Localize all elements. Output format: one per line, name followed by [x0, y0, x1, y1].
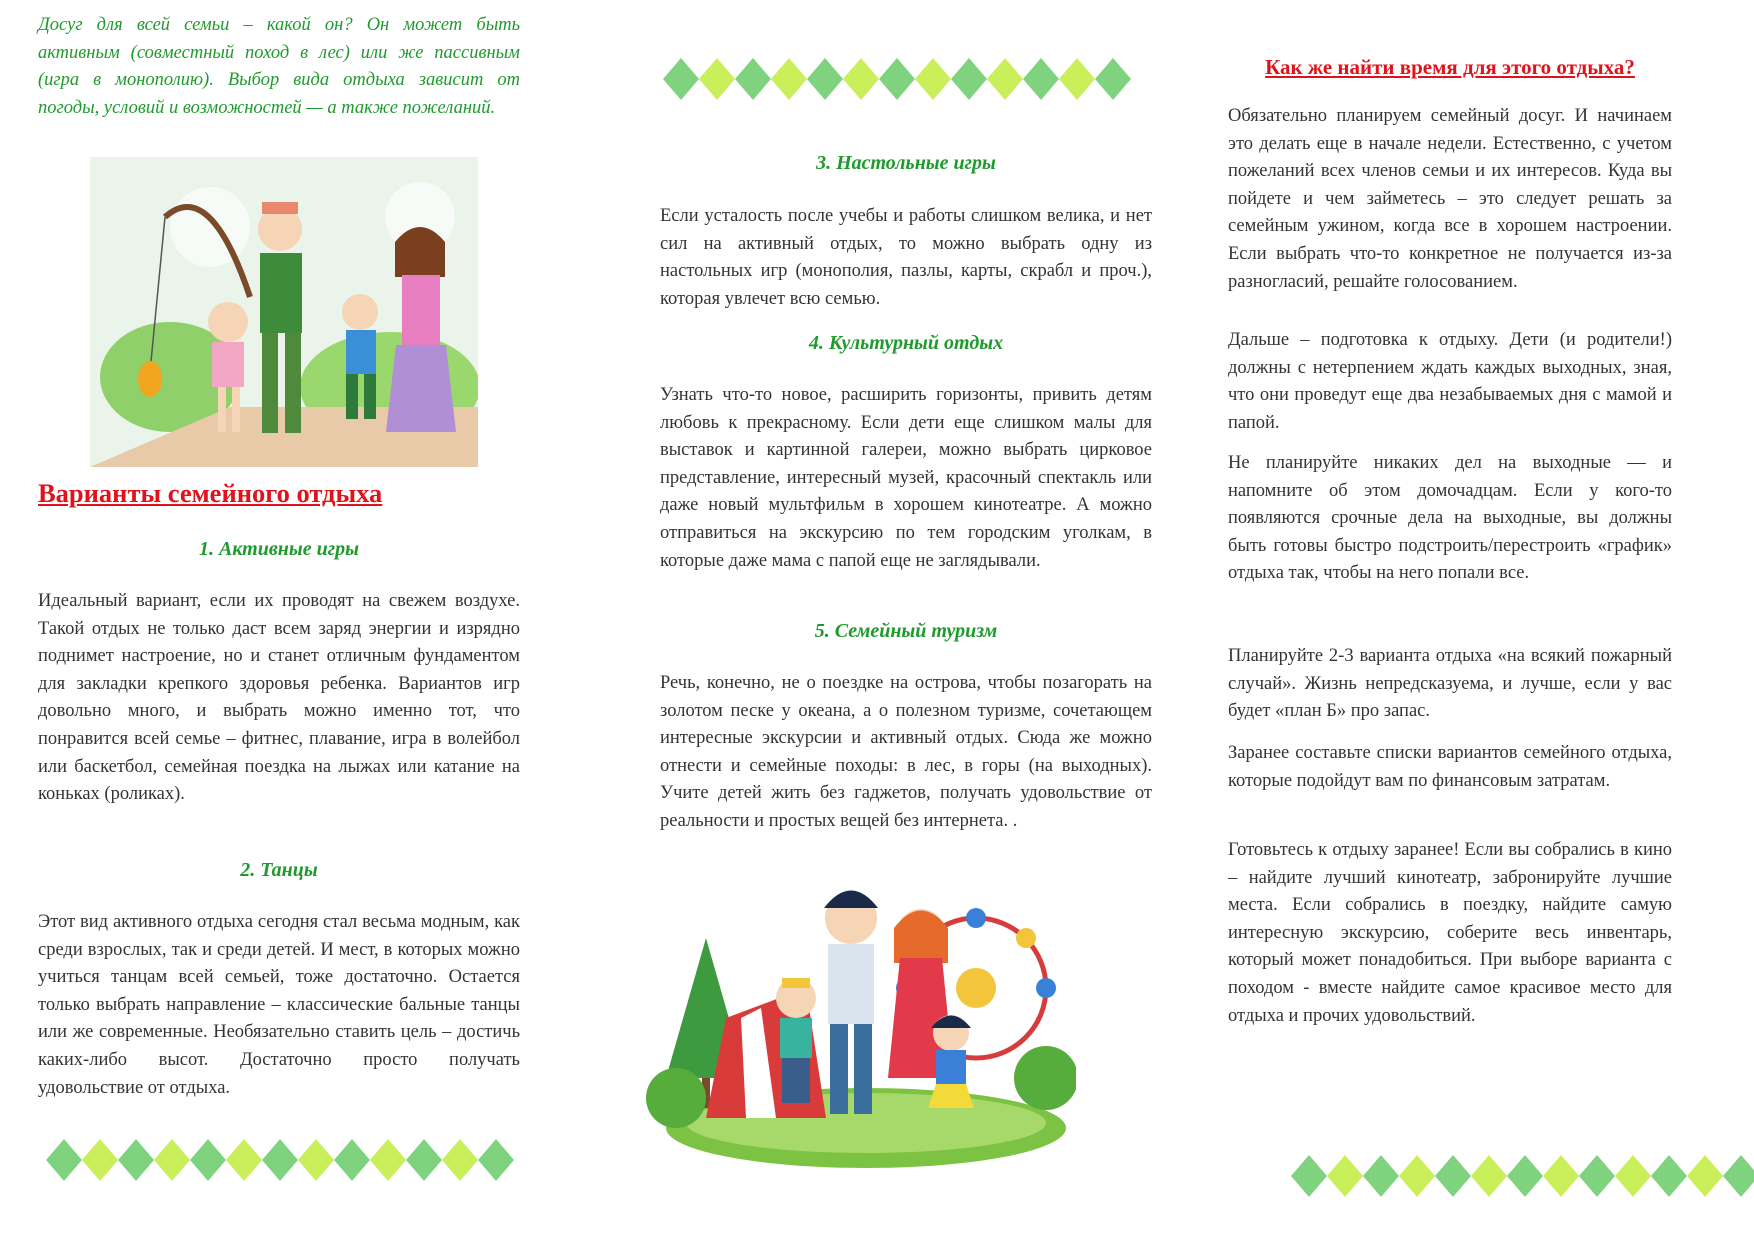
- heading-active-games: 1. Активные игры: [198, 538, 360, 560]
- diamond-shape: [370, 1139, 406, 1181]
- diamond-shape: [987, 58, 1023, 100]
- diamond-shape: [915, 58, 951, 100]
- paragraph-no-plans: Не планируйте никаких дел на выходные — и напомните об этом домочадцам. Если у кого-то появляются срочные дела на выходные, вы должны быть готовы быстро подстроить/перестроить «график» отдыха так, чтобы на него попали все.: [1228, 453, 1672, 584]
- diamond-shape: [1363, 1155, 1399, 1197]
- diamond-shape: [663, 58, 699, 100]
- diamond-shape: [879, 58, 915, 100]
- diamond-shape: [82, 1139, 118, 1181]
- diamond-border-bottom-right: [1291, 1155, 1754, 1197]
- diamond-shape: [1615, 1155, 1651, 1197]
- diamond-shape: [1507, 1155, 1543, 1197]
- paragraph-planning: Обязательно планируем семейный досуг. И начинаем это делать еще в начале недели. Естественно, с учетом пожеланий всех членов семьи и их интересов. Куда вы пойдете и чем займетесь – это следует решать за семейным ужином, когда все в хорошем настроении. Если выбрать что-то конкретное не получается из-за разногласий, решайте голосованием.: [1228, 106, 1672, 292]
- heading-cultural: 4. Культурный отдых: [808, 332, 1004, 354]
- paragraph-cultural: Узнать что-то новое, расширить горизонты, привить детям любовь к прекрасному. Если дети еще слишком малы для выставок и картинной галереи, можно выбрать цирковое представление, интересный музей, красочный спектакль или даже новый мультфильм в хорошем кинотеатре. А можно отправиться на экскурсию по тем городским уголкам, в которые даже мама с папой еще не заглядывали.: [660, 385, 1152, 571]
- diamond-shape: [406, 1139, 442, 1181]
- diamond-shape: [807, 58, 843, 100]
- heading-board-games: 3. Настольные игры: [816, 152, 996, 174]
- paragraph-budget: Заранее составьте списки вариантов семейного отдыха, которые подойдут вам по финансовым затратам.: [1228, 743, 1672, 791]
- diamond-shape: [262, 1139, 298, 1181]
- diamond-shape: [1291, 1155, 1327, 1197]
- diamond-shape: [1723, 1155, 1754, 1197]
- diamond-shape: [1471, 1155, 1507, 1197]
- diamond-shape: [1023, 58, 1059, 100]
- paragraph-preparation: Дальше – подготовка к отдыху. Дети (и родители!) должны с нетерпением ждать каждых выходных, зная, что они проведут еще два незабываемых дня с мамой и папой.: [1228, 330, 1672, 433]
- paragraph-plan-b: Планируйте 2-3 варианта отдыха «на всякий пожарный случай». Жизнь непредсказуема, и лучше, если у вас будет «план Б» про запас.: [1228, 646, 1672, 722]
- diamond-shape: [334, 1139, 370, 1181]
- family-amusement-park-illustration: [636, 878, 1076, 1170]
- right-column-title: Как же найти время для этого отдыха?: [1265, 55, 1635, 79]
- paragraph-tourism: Речь, конечно, не о поездке на острова, чтобы позагорать на золотом песке у океана, а о полезном туризме, сочетающем интересные экскурсии и активный отдых. Сюда же можно отнести и семейные походы: в лес, в горы (на выходных). Учите детей жить без гаджетов, получать удовольствие от реальности и простых вещей без интернета. .: [660, 673, 1152, 831]
- diamond-shape: [190, 1139, 226, 1181]
- diamond-shape: [699, 58, 735, 100]
- diamond-shape: [442, 1139, 478, 1181]
- diamond-shape: [1399, 1155, 1435, 1197]
- diamond-shape: [1687, 1155, 1723, 1197]
- diamond-shape: [46, 1139, 82, 1181]
- diamond-shape: [951, 58, 987, 100]
- heading-dances: 2. Танцы: [240, 859, 318, 881]
- diamond-shape: [154, 1139, 190, 1181]
- intro-text: Досуг для всей семьи – какой он? Он может быть активным (совместный поход в лес) или же пассивным (игра в монополию). Выбор вида отдыха зависит от погоды, условий и возможностей — а также пожеланий.: [38, 15, 520, 118]
- paragraph-board-games: Если усталость после учебы и работы слишком велика, и нет сил на активный отдых, то можно выбрать одну из настольных игр (монополия, пазлы, карты, скрабл и проч.), которая увлечет всю семью.: [660, 206, 1152, 309]
- diamond-shape: [478, 1139, 514, 1181]
- paragraph-dances: Этот вид активного отдыха сегодня стал весьма модным, как среди взрослых, так и среди детей. И мест, в которых можно учиться танцам всей семьей, тоже достаточно. Остается только выбрать направление – классические бальные танцы или же современные. Необязательно ставить цель – достичь каких-либо высот. Достаточно просто получать удовольствие от отдыха.: [38, 912, 520, 1098]
- diamond-shape: [1095, 58, 1131, 100]
- diamond-shape: [1579, 1155, 1615, 1197]
- diamond-shape: [226, 1139, 262, 1181]
- diamond-shape: [843, 58, 879, 100]
- paragraph-prepare-ahead: Готовьтесь к отдыху заранее! Если вы собрались в кино – найдите лучший кинотеатр, забронируйте лучшие места. Если собрались в поездку, найдите самую интересную экскурсию, соберите весь инвентарь, который может понадобиться. При выборе варианта с походом - вместе найдите самое красивое место для отдыха и прочих удовольствий.: [1228, 840, 1672, 1026]
- diamond-shape: [118, 1139, 154, 1181]
- diamond-shape: [1327, 1155, 1363, 1197]
- section-title: Варианты семейного отдыха: [38, 478, 383, 508]
- diamond-shape: [735, 58, 771, 100]
- heading-tourism: 5. Семейный туризм: [814, 620, 998, 642]
- diamond-shape: [1435, 1155, 1471, 1197]
- diamond-border-bottom-left: [46, 1139, 514, 1181]
- diamond-shape: [298, 1139, 334, 1181]
- diamond-border-top-middle: [663, 58, 1131, 100]
- diamond-shape: [771, 58, 807, 100]
- diamond-shape: [1543, 1155, 1579, 1197]
- diamond-shape: [1651, 1155, 1687, 1197]
- diamond-shape: [1059, 58, 1095, 100]
- family-fishing-illustration: [90, 157, 478, 467]
- paragraph-active-games: Идеальный вариант, если их проводят на свежем воздухе. Такой отдых не только даст всем заряд энергии и изрядно поднимет настроение, но и станет отличным фундаментом для закладки крепкого здоровья ребенка. Вариантов игр довольно много, и выбрать можно именно тот, что понравится всей семье – фитнес, плавание, игра в волейбол или баскетбол, семейная поездка на лыжах или катание на коньках (роликах).: [38, 591, 520, 805]
